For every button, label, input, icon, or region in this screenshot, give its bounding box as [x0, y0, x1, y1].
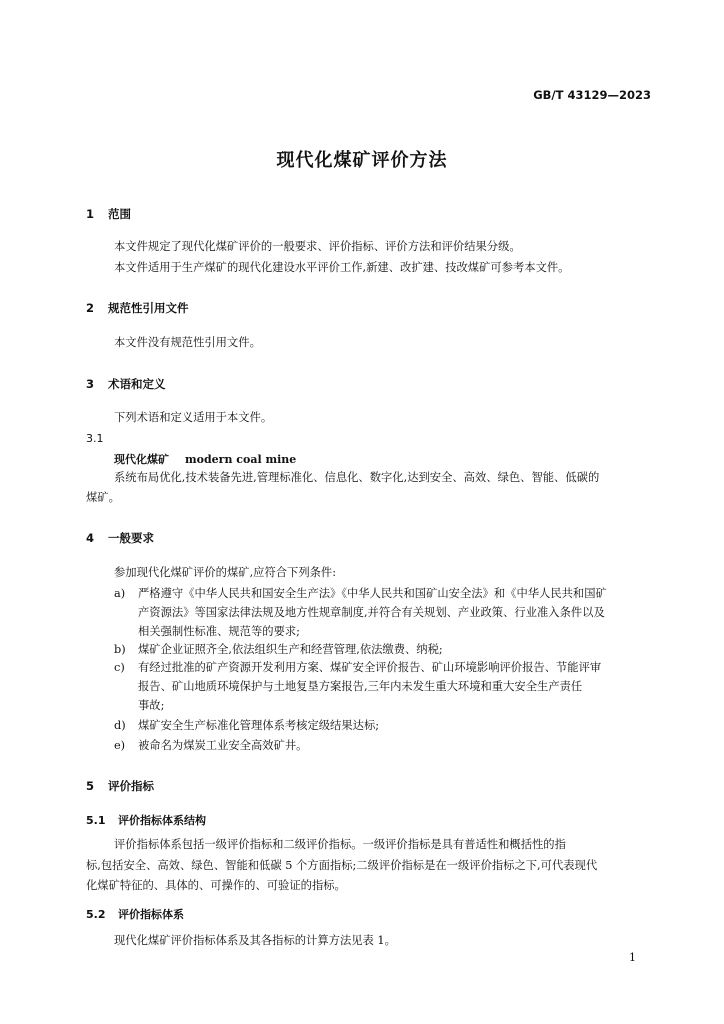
list-item-line: 煤矿安全生产标准化管理体系考核定级结果达标; — [138, 719, 380, 732]
section-5-heading — [86, 778, 154, 794]
list-item-label: e) — [114, 739, 126, 752]
list-item-line: 被命名为煤炭工业安全高效矿井。 — [138, 739, 308, 752]
section-number: 2 — [86, 301, 95, 315]
list-item-line: 相关强制性标准、规范等的要求; — [138, 625, 300, 638]
section-4-heading — [86, 530, 154, 546]
term-number: 3.1 — [86, 432, 104, 445]
list-item-line: 煤矿企业证照齐全,依法组织生产和经营管理,依法缴费、纳税; — [138, 643, 443, 656]
standard-code: GB/T 43129—2023 — [533, 88, 651, 102]
list-item-line: 事故; — [138, 699, 165, 712]
subsection-5-1-heading — [86, 812, 206, 828]
section-title: 一般要求 — [108, 531, 154, 545]
paragraph: 参加现代化煤矿评价的煤矿,应符合下列条件: — [114, 566, 337, 579]
subsection-number: 5.2 — [86, 908, 106, 921]
paragraph: 下列术语和定义适用于本文件。 — [114, 411, 273, 424]
section-3-heading — [86, 376, 166, 392]
term-definition-line: 系统布局优化,技术装备先进,管理标准化、信息化、数字化,达到安全、高效、绿色、智能、低碳的 — [114, 471, 600, 484]
section-1-heading — [86, 206, 131, 222]
paragraph: 现代化煤矿评价指标体系及其各指标的计算方法见表 1。 — [114, 934, 396, 947]
subsection-5-2-heading — [86, 906, 184, 922]
list-item-line: 严格遵守《中华人民共和国安全生产法》《中华人民共和国矿山安全法》和《中华人民共和国矿 — [138, 587, 607, 600]
list-item-label: c) — [114, 661, 125, 674]
document-title: 现代化煤矿评价方法 — [276, 150, 448, 171]
paragraph: 本文件没有规范性引用文件。 — [114, 336, 261, 349]
list-item-label: d) — [114, 719, 126, 732]
section-number: 3 — [86, 377, 95, 391]
section-number: 1 — [86, 207, 95, 221]
section-title: 术语和定义 — [108, 377, 166, 391]
list-item-line: 报告、矿山地质环境保护与土地复垦方案报告,三年内未发生重大环境和重大安全生产责任 — [138, 680, 583, 693]
section-number: 4 — [86, 531, 95, 545]
term-chinese: 现代化煤矿 — [114, 453, 169, 466]
subsection-number: 5.1 — [86, 814, 106, 827]
list-item-line: 产资源法》等国家法律法规及地方性规章制度,并符合有关规划、产业政策、行业准入条件以及 — [138, 606, 605, 619]
paragraph: 本文件适用于生产煤矿的现代化建设水平评价工作,新建、改扩建、技改煤矿可参考本文件。 — [114, 261, 570, 274]
subsection-title: 评价指标体系结构 — [118, 814, 206, 827]
subsection-title: 评价指标体系 — [118, 908, 184, 921]
section-title: 评价指标 — [108, 779, 154, 793]
paragraph: 本文件规定了现代化煤矿评价的一般要求、评价指标、评价方法和评价结果分级。 — [114, 240, 521, 253]
list-item-label: a) — [114, 587, 126, 600]
section-2-heading — [86, 300, 189, 316]
page-number: 1 — [629, 951, 636, 964]
paragraph-line: 评价指标体系包括一级评价指标和二级评价指标。一级评价指标是具有普适性和概括性的指 — [114, 838, 566, 851]
paragraph-line: 化煤矿特征的、具体的、可操作的、可验证的指标。 — [86, 879, 346, 892]
section-title: 范围 — [108, 207, 131, 221]
term-entry — [114, 451, 296, 467]
term-english: modern coal mine — [185, 453, 297, 466]
section-title: 规范性引用文件 — [108, 301, 189, 315]
list-item-label: b) — [114, 643, 126, 656]
paragraph-line: 标,包括安全、高效、绿色、智能和低碳 5 个方面指标;二级评价指标是在一级评价指标之下,可代表现代 — [86, 859, 598, 872]
list-item-line: 有经过批准的矿产资源开发利用方案、煤矿安全评价报告、矿山环境影响评价报告、节能评审 — [138, 661, 602, 674]
section-number: 5 — [86, 779, 95, 793]
term-definition-line: 煤矿。 — [86, 491, 120, 504]
